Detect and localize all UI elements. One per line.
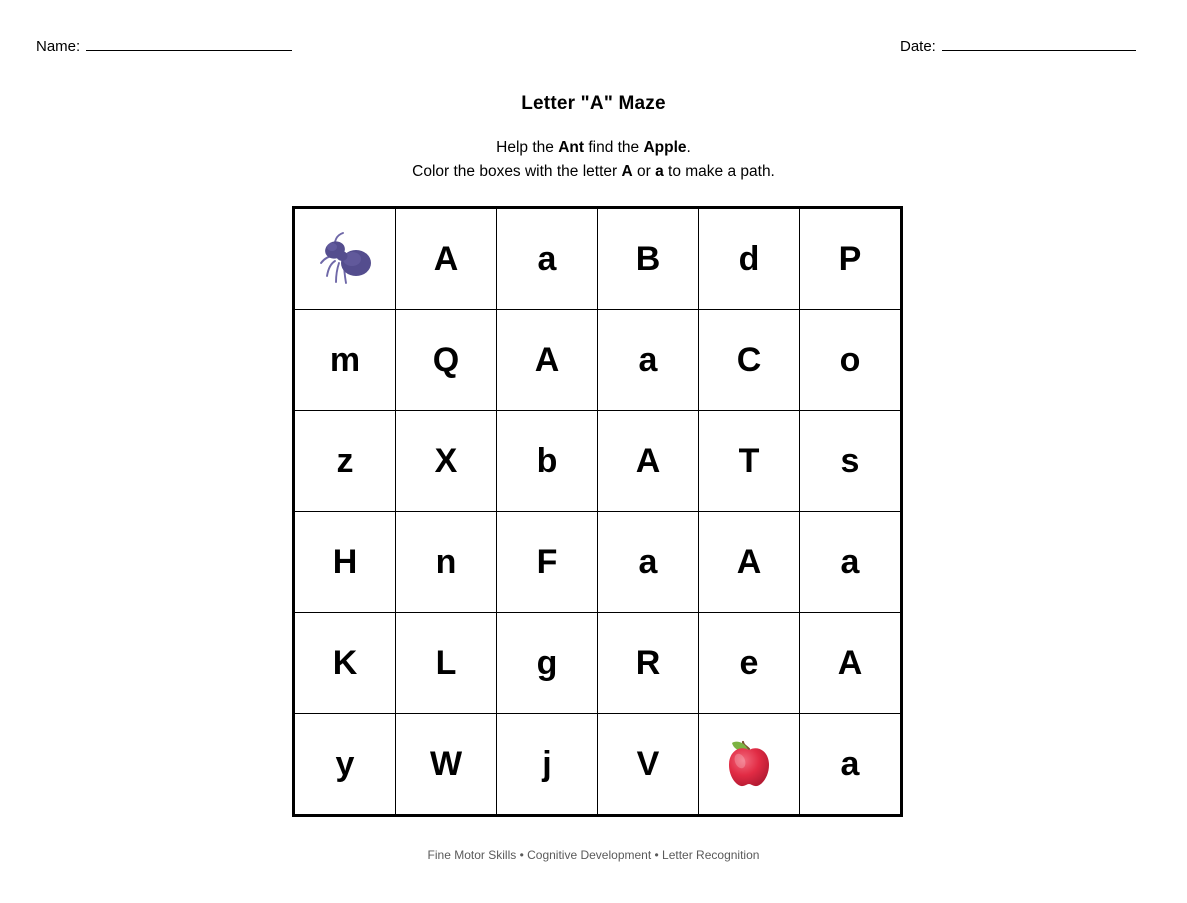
maze-cell-letter[interactable] <box>497 411 598 512</box>
maze-cell-letter[interactable] <box>497 512 598 613</box>
maze-cell-letter-text: F <box>536 543 558 581</box>
maze-cell-letter[interactable] <box>598 208 699 310</box>
maze-cell-letter[interactable] <box>497 208 598 310</box>
maze-cell-letter-text: V <box>636 745 660 783</box>
maze-cell-letter[interactable] <box>396 208 497 310</box>
maze-cell-letter[interactable] <box>497 310 598 411</box>
maze-cell-letter-text: K <box>332 644 358 682</box>
maze-row <box>294 208 902 310</box>
maze-cell-letter-text: b <box>536 442 558 480</box>
maze-cell-letter-text: o <box>839 341 861 379</box>
date-write-line[interactable] <box>942 36 1136 51</box>
maze-row <box>294 411 902 512</box>
maze-cell-letter-text: a <box>638 341 658 379</box>
maze-cell-letter-text: W <box>429 745 463 783</box>
maze-cell-letter-text: P <box>838 240 862 278</box>
maze-row <box>294 310 902 411</box>
maze-cell-letter[interactable] <box>598 411 699 512</box>
maze-cell-letter-text: a <box>840 745 860 783</box>
maze-cell-letter[interactable] <box>699 411 800 512</box>
maze-cell-letter-text: A <box>635 442 661 480</box>
instruction-line-1 <box>0 136 1187 160</box>
maze-cell-letter[interactable] <box>699 310 800 411</box>
maze-cell-letter-text: B <box>635 240 661 278</box>
maze-cell-letter[interactable] <box>294 512 396 613</box>
maze-cell-letter-text: a <box>840 543 860 581</box>
name-label: Name: <box>36 38 81 55</box>
maze-cell-letter[interactable] <box>396 310 497 411</box>
maze-cell-letter[interactable] <box>800 411 902 512</box>
instruction-2-pre: Color the boxes with the letter <box>412 163 622 180</box>
instruction-1-mid: find the <box>584 139 644 156</box>
maze-cell-letter[interactable] <box>699 208 800 310</box>
maze-cell-letter[interactable] <box>598 310 699 411</box>
maze-cell-letter[interactable] <box>699 512 800 613</box>
maze-cell-letter[interactable] <box>294 714 396 816</box>
instructions <box>0 136 1187 184</box>
maze-cell-letter[interactable] <box>396 714 497 816</box>
maze-cell-letter-text: z <box>336 442 354 480</box>
maze-cell-letter[interactable] <box>800 512 902 613</box>
maze-cell-letter[interactable] <box>294 613 396 714</box>
maze-cell-letter[interactable] <box>396 613 497 714</box>
maze-cell-letter-text: A <box>534 341 560 379</box>
instruction-1-post: . <box>686 139 691 156</box>
maze-cell-letter-text: y <box>335 745 355 783</box>
maze-cell-letter[interactable] <box>294 310 396 411</box>
maze-cell-letter[interactable] <box>800 208 902 310</box>
maze-cell-letter[interactable] <box>497 714 598 816</box>
maze-cell-letter-text: d <box>738 240 760 278</box>
maze-cell-letter[interactable] <box>699 613 800 714</box>
maze-cell-letter-text: A <box>837 644 863 682</box>
maze-cell-letter[interactable] <box>800 613 902 714</box>
maze-row <box>294 613 902 714</box>
maze-cell-letter-text: X <box>434 442 458 480</box>
maze-cell-letter[interactable] <box>396 411 497 512</box>
instruction-2-bold-uppercase-a: A <box>621 163 633 180</box>
maze-cell-letter[interactable] <box>294 411 396 512</box>
maze-cell-letter-text: n <box>435 543 457 581</box>
maze-grid-container <box>292 206 895 808</box>
name-field <box>36 36 292 56</box>
ant-icon <box>295 209 395 309</box>
name-write-line[interactable] <box>86 36 292 51</box>
maze-cell-letter-text: Q <box>432 341 460 379</box>
maze-cell-letter[interactable] <box>497 613 598 714</box>
instruction-1-bold-ant: Ant <box>558 139 585 156</box>
apple-icon <box>699 714 799 814</box>
maze-cell-letter-text: H <box>332 543 358 581</box>
maze-cell-letter[interactable] <box>800 714 902 816</box>
maze-cell-letter[interactable] <box>598 613 699 714</box>
date-field <box>900 36 1136 56</box>
maze-cell-letter-text: e <box>739 644 759 682</box>
date-label: Date: <box>900 38 936 55</box>
maze-cell-letter-text: g <box>536 644 558 682</box>
instruction-1-pre: Help the <box>496 139 559 156</box>
maze-cell-letter[interactable] <box>598 512 699 613</box>
maze-cell-letter-text: m <box>329 341 361 379</box>
maze-cell-apple-icon[interactable] <box>699 714 800 816</box>
maze-cell-letter-text: L <box>435 644 457 682</box>
maze-cell-letter-text: s <box>840 442 860 480</box>
instruction-2-bold-lowercase-a: a <box>655 163 664 180</box>
maze-grid <box>292 206 903 817</box>
instruction-1-bold-apple: Apple <box>643 139 687 156</box>
instruction-2-post: to make a path. <box>663 163 775 180</box>
maze-row <box>294 714 902 816</box>
maze-cell-ant-icon[interactable] <box>294 208 396 310</box>
instruction-2-mid: or <box>632 163 656 180</box>
maze-cell-letter-text: a <box>638 543 658 581</box>
worksheet-header-row <box>0 36 1187 60</box>
maze-cell-letter-text: T <box>738 442 760 480</box>
maze-cell-letter-text: A <box>433 240 459 278</box>
maze-cell-letter[interactable] <box>598 714 699 816</box>
maze-cell-letter-text: j <box>542 745 552 783</box>
maze-cell-letter[interactable] <box>800 310 902 411</box>
maze-cell-letter-text: A <box>736 543 762 581</box>
worksheet-footer: Fine Motor Skills • Cognitive Development • Letter Recognition <box>427 848 760 862</box>
instruction-line-2 <box>0 160 1187 184</box>
maze-cell-letter-text: C <box>736 341 762 379</box>
maze-cell-letter[interactable] <box>396 512 497 613</box>
maze-row <box>294 512 902 613</box>
page-title: Letter "A" Maze <box>521 93 666 114</box>
maze-cell-letter-text: R <box>635 644 661 682</box>
maze-cell-letter-text: a <box>537 240 557 278</box>
